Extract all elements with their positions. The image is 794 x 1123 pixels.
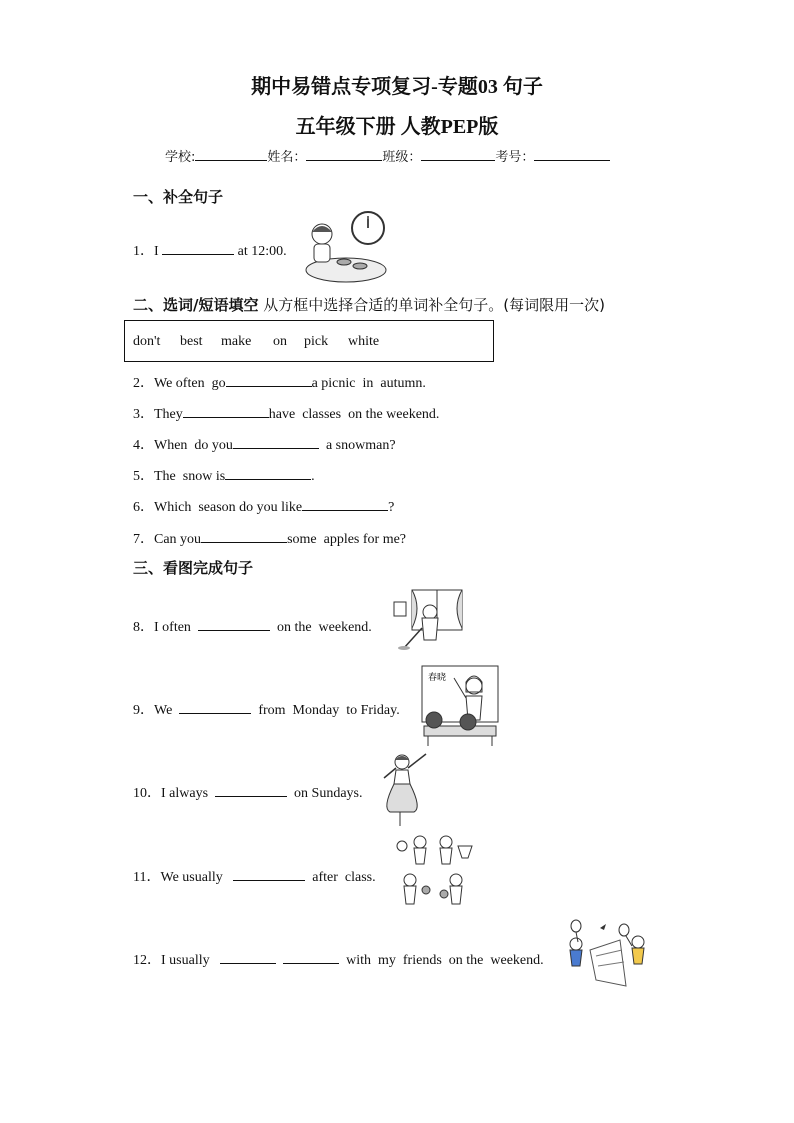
word-option: make — [221, 334, 252, 349]
lunch-clock-illustration — [300, 210, 392, 285]
dancer-illustration — [380, 748, 428, 828]
answer-blank[interactable] — [162, 240, 234, 255]
question-7: 7．Can you some apples for me? — [133, 528, 406, 548]
answer-blank[interactable] — [283, 949, 339, 964]
school-field[interactable] — [195, 146, 267, 161]
worksheet-subtitle: 五年级下册 人教PEP版 — [295, 116, 499, 138]
answer-blank[interactable] — [233, 434, 319, 449]
answer-blank[interactable] — [201, 528, 287, 543]
question-4: 4．When do you a snowman? — [133, 434, 396, 454]
question-12: 12．I usually with my friends on the weekend. — [133, 949, 544, 969]
answer-blank[interactable] — [179, 699, 251, 714]
question-number: 1． — [133, 244, 154, 259]
answer-blank[interactable] — [225, 465, 311, 480]
student-info-line — [165, 146, 610, 165]
question-6: 6．Which season do you like ? — [133, 496, 394, 516]
name-label: 姓名： — [267, 150, 307, 165]
number-label: 考号： — [495, 150, 535, 165]
school-label: 学校: — [165, 150, 196, 165]
answer-blank[interactable] — [198, 616, 270, 631]
word-option: don't — [133, 334, 161, 349]
blackboard-text: 春晓 — [428, 673, 447, 683]
name-field[interactable] — [306, 146, 382, 161]
answer-blank[interactable] — [183, 403, 269, 418]
word-option: on — [273, 334, 287, 349]
section2-heading: 二、选词/短语填空 从方框中选择合适的单词补全句子。(每词限用一次) — [133, 296, 605, 314]
question-1: 1．I at 12:00. — [133, 240, 287, 260]
number-field[interactable] — [534, 146, 610, 161]
badminton-illustration — [560, 920, 655, 992]
section1-heading: 一、补全句子 — [133, 188, 224, 206]
word-option: pick — [304, 334, 329, 349]
question-11: 11．We usually after class. — [133, 866, 376, 886]
ball-games-illustration — [394, 834, 476, 914]
word-option: white — [348, 334, 380, 349]
question-2: 2．We often go a picnic in autumn. — [133, 372, 426, 392]
cleaning-room-illustration — [392, 588, 467, 652]
question-8: 8．I often on the weekend. — [133, 616, 372, 636]
section3-heading: 三、看图完成句子 — [133, 559, 254, 577]
classroom-illustration — [420, 664, 500, 746]
question-3: 3．They have classes on the weekend. — [133, 403, 439, 423]
answer-blank[interactable] — [215, 782, 287, 797]
question-5: 5．The snow is . — [133, 465, 315, 485]
answer-blank[interactable] — [302, 496, 388, 511]
answer-blank[interactable] — [226, 372, 312, 387]
answer-blank[interactable] — [220, 949, 276, 964]
class-label: 班级： — [382, 150, 422, 165]
answer-blank[interactable] — [233, 866, 305, 881]
worksheet-title: 期中易错点专项复习-专题03 句子 — [251, 76, 543, 98]
word-option: best — [180, 334, 203, 349]
question-10: 10．I always on Sundays. — [133, 782, 363, 802]
class-field[interactable] — [421, 146, 495, 161]
question-9: 9．We from Monday to Friday. — [133, 699, 400, 719]
